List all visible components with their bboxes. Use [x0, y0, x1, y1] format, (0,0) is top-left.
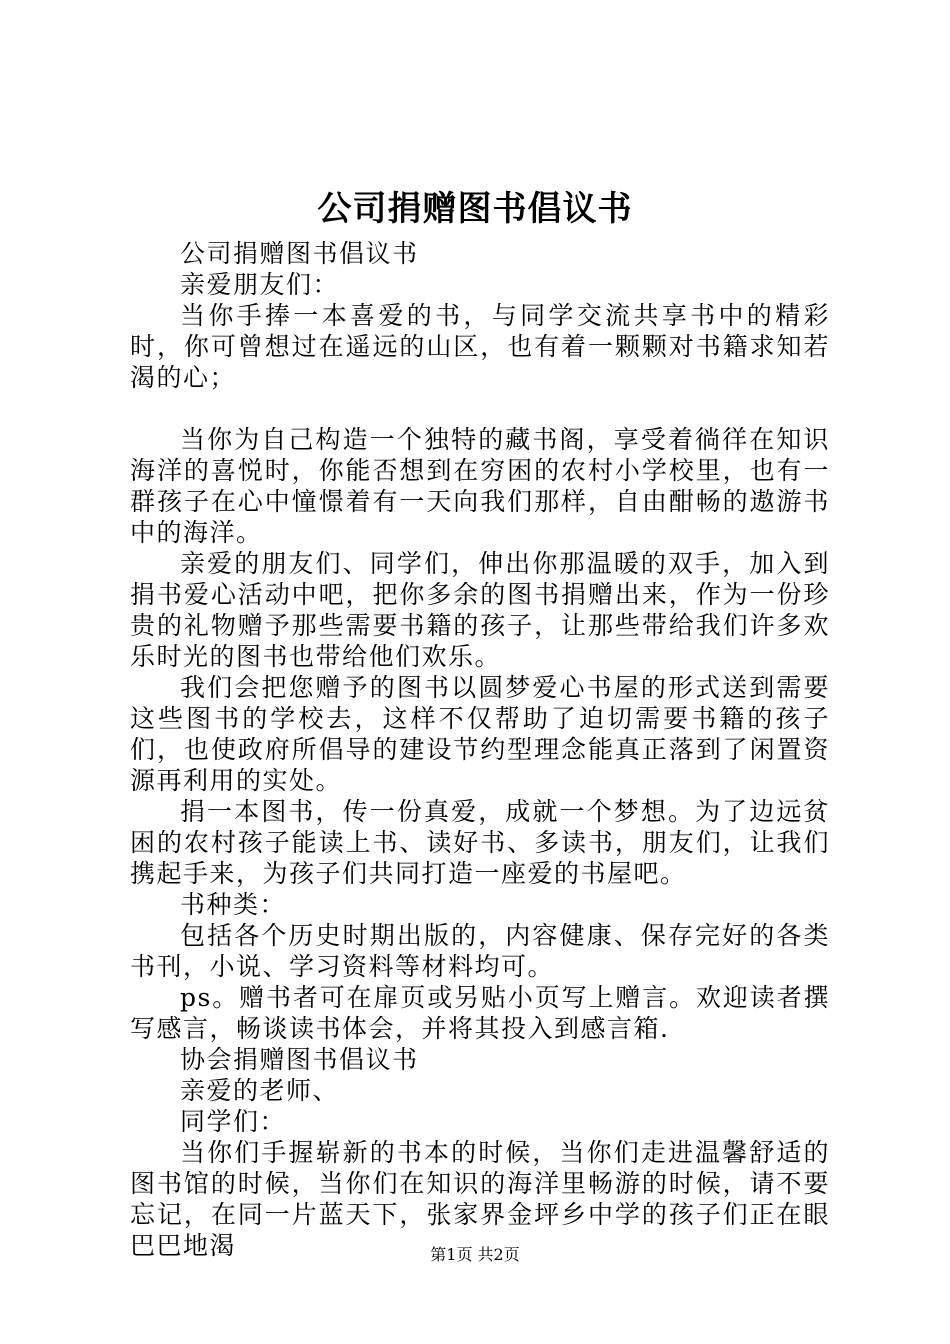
paragraph-subtitle: 协会捐赠图书倡议书	[180, 1045, 419, 1074]
paragraph: 当你们手握崭新的书本的时候，当你们走进温馨舒适的图书馆的时候，当你们在知识的海洋里畅游的时候，请不要忘记，在同一片蓝天下，张家界金坪乡中学的孩子们正在眼巴巴地渴	[130, 1138, 830, 1260]
paragraph: 当你手捧一本喜爱的书，与同学交流共享书中的精彩时，你可曾想过在遥远的山区，也有着一颗颗对书籍求知若渴的心；	[130, 301, 830, 392]
paragraph-salutation: 亲爱朋友们：	[180, 270, 340, 299]
document-body	[130, 238, 830, 1261]
paragraph-heading: 书种类：	[180, 890, 287, 919]
paragraph: 亲爱的朋友们、同学们，伸出你那温暖的双手，加入到捐书爱心活动中吧，把你多余的图书捐赠出来，作为一份珍贵的礼物赠予那些需要书籍的孩子，让那些带给我们许多欢乐时光的图书也带给他们欢乐。	[130, 549, 830, 671]
paragraph: 包括各个历史时期出版的，内容健康、保存完好的各类书刊，小说、学习资料等材料均可。	[130, 921, 830, 981]
paragraph-salutation: 同学们：	[180, 1107, 287, 1136]
paragraph: 当你为自己构造一个独特的藏书阁，享受着徜徉在知识海洋的喜悦时，你能否想到在穷困的农村小学校里，也有一群孩子在心中憧憬着有一天向我们那样，自由酣畅的遨游书中的海洋。	[130, 425, 830, 547]
paragraph: 我们会把您赠予的图书以圆梦爱心书屋的形式送到需要这些图书的学校去，这样不仅帮助了迫切需要书籍的孩子们，也使政府所倡导的建设节约型理念能真正落到了闲置资源再利用的实处。	[130, 673, 830, 795]
paragraph-salutation: 亲爱的老师、	[180, 1076, 340, 1105]
page-footer: 第1页 共2页	[430, 1245, 520, 1264]
paragraph: ps。赠书者可在扉页或另贴小页写上赠言。欢迎读者撰写感言，畅谈读书体会，并将其投入到感言箱.	[130, 983, 830, 1043]
paragraph: 捐一本图书，传一份真爱，成就一个梦想。为了边远贫困的农村孩子能读上书、读好书、多读书，朋友们，让我们携起手来，为孩子们共同打造一座爱的书屋吧。	[130, 797, 830, 888]
document-title: 公司捐赠图书倡议书	[317, 189, 633, 229]
paragraph-subtitle: 公司捐赠图书倡议书	[180, 239, 419, 268]
